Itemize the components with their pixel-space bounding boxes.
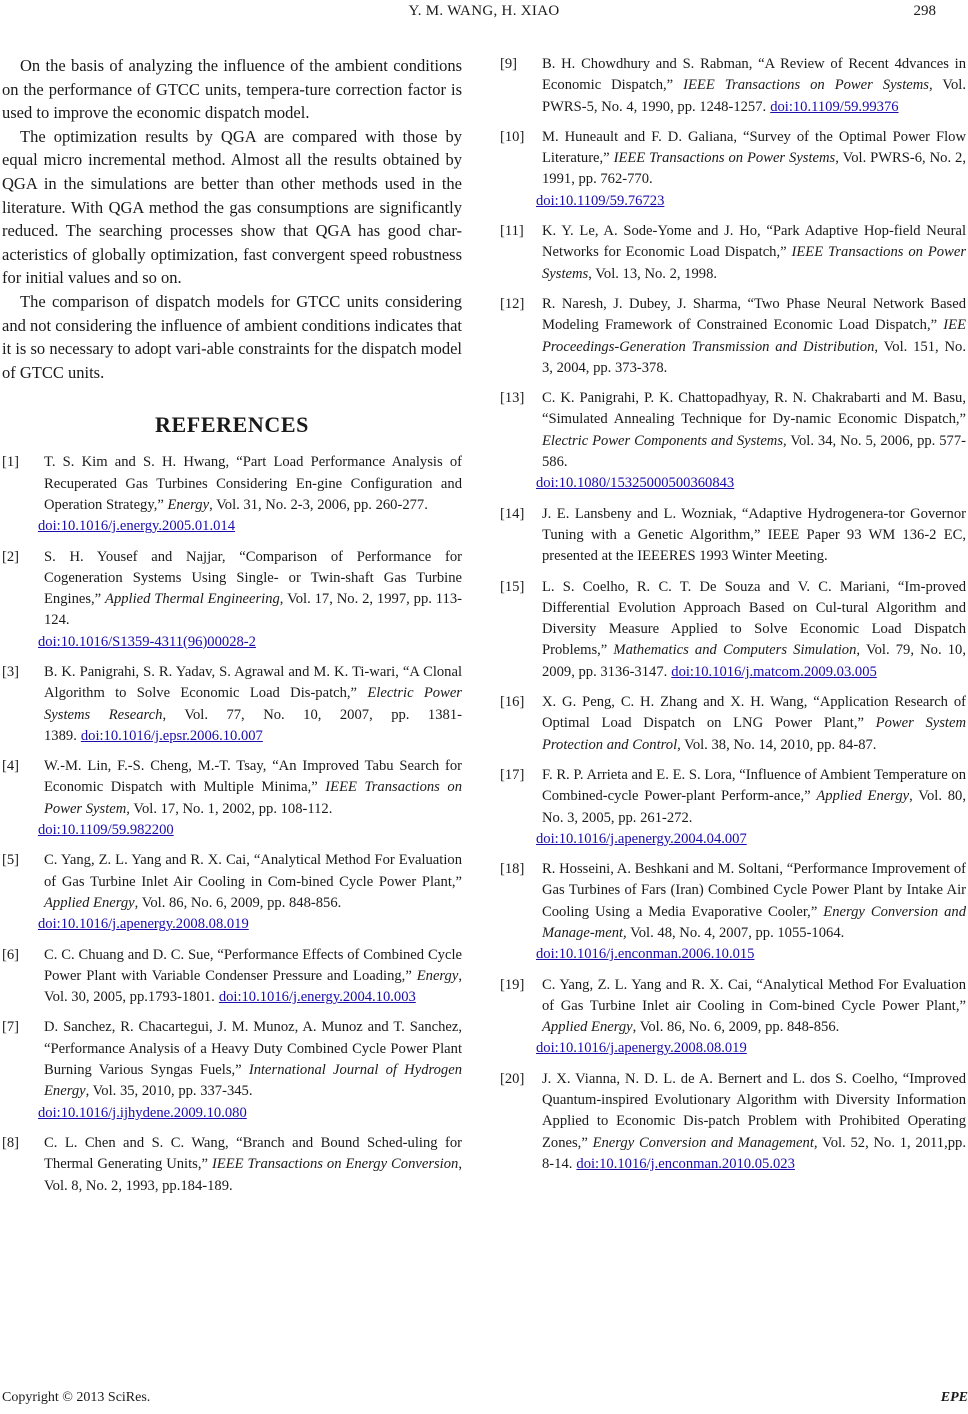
references-list-left — [2, 452, 462, 1197]
reference-number: [7] — [2, 1019, 20, 1036]
reference-number: [15] — [500, 578, 525, 595]
reference-citation: R. Hosseini, A. Beshkani and M. Soltani, “Performance Improvement of Gas Turbines of Fars (Iran) Combined Cycle Power Plant by Intake Air Cooling Using a Media Evaporative Cooler,” — [542, 861, 966, 920]
reference-text — [38, 1017, 463, 1123]
reference-item — [500, 1069, 966, 1175]
reference-text — [536, 765, 966, 850]
reference-source: Energy Conversion and Management, — [592, 1134, 818, 1151]
reference-source: Energy — [416, 967, 459, 984]
reference-citation: J. E. Lansbeny and L. Wozniak, “Adaptive Hydrogenera-tor Governor Tuning with a Genetic Algorithm,” IEEE Paper 93 WM 136-2 EC, presented at the IEEERES 1993 Winter Meeting. — [542, 505, 966, 565]
reference-citation: X. G. Peng, C. H. Zhang and X. H. Wang, “Application Research of Optimal Load Dispatch on LNG Power Plant,” — [542, 694, 966, 732]
reference-number: [9] — [500, 56, 518, 72]
reference-number: [10] — [500, 128, 525, 145]
reference-text — [536, 859, 967, 965]
reference-details: Vol. 79, No. 10, 2009, pp. 3136-3147. — [542, 642, 966, 680]
reference-item — [2, 547, 462, 653]
reference-number: [17] — [500, 766, 525, 783]
reference-number: [2] — [2, 548, 20, 565]
doi-link[interactable]: doi:10.1109/59.99376 — [770, 98, 899, 115]
reference-details: , Vol. 151, No. 3, 2004, pp. 373-378. — [542, 338, 966, 376]
reference-item — [2, 1133, 462, 1197]
reference-number: [19] — [500, 976, 525, 993]
reference-citation: S. H. Yousef and Najjar, “Comparison of Performance for Cogeneration Systems Using Single- or Twin-shaft Gas Turbine Engines,” — [44, 548, 462, 608]
running-head: Y. M. WANG, H. XIAO — [408, 3, 560, 19]
reference-source: Electric Power Components and Systems — [542, 432, 784, 449]
reference-source: Energy — [167, 496, 210, 513]
reference-text — [542, 1069, 966, 1175]
reference-details: , Vol. 34, No. 5, 2006, pp. 577-586. — [542, 432, 966, 471]
reference-number: [16] — [500, 694, 525, 711]
reference-text — [542, 54, 966, 118]
reference-source: IEEE Transactions on Energy Conversion — [211, 1156, 459, 1173]
reference-text — [38, 547, 462, 653]
reference-item — [2, 452, 462, 537]
reference-source: Mathematics and Computers Simulation, — [613, 642, 861, 659]
reference-source: Applied Energy — [44, 894, 135, 911]
reference-source: IEE Proceedings-Generation Transmission and Distribution — [542, 317, 966, 355]
reference-citation: R. Naresh, J. Dubey, J. Sharma, “Two Phase Neural Network Based Modeling Framework of Constrained Economic Load Dispatch,” — [542, 295, 966, 334]
reference-details: , Vol. 17, No. 2, 1997, pp. 113-124. — [44, 591, 462, 629]
reference-details: , Vol. PWRS-6, No. 2, 1991, pp. 762-770. — [542, 150, 966, 188]
reference-source: Electric Power Systems Research — [44, 685, 462, 723]
right-column — [500, 54, 966, 1184]
reference-text — [536, 975, 966, 1060]
reference-citation: T. S. Kim and S. H. Hwang, “Part Load Performance Analysis of Recuperated Gas Turbines Considering En-gine Configuration and Operation Strategy,” — [44, 454, 462, 513]
copyright-notice: Copyright © 2013 SciRes. — [2, 1390, 151, 1405]
references-heading: REFERENCES — [155, 412, 309, 438]
doi-link[interactable]: doi:10.1016/j.epsr.2006.10.007 — [80, 727, 263, 744]
reference-details: , Vol. 80, No. 3, 2005, pp. 261-272. — [542, 788, 966, 826]
reference-item — [500, 388, 966, 494]
reference-item — [500, 577, 966, 683]
reference-text — [44, 945, 462, 1009]
reference-item — [500, 294, 966, 379]
doi-link[interactable]: doi:10.1016/j.energy.2004.10.003 — [218, 989, 416, 1006]
reference-details: , Vol. 86, No. 6, 2009, pp. 848-856. — [134, 894, 342, 911]
page-footer — [0, 1390, 968, 1410]
reference-item — [500, 221, 966, 285]
reference-source: IEEE Transactions on Power Systems — [542, 244, 966, 282]
reference-number: [6] — [2, 946, 20, 963]
doi-link[interactable]: doi:10.1016/j.matcom.2009.03.005 — [671, 663, 877, 680]
reference-citation: F. R. P. Arrieta and E. E. S. Lora, “Influence of Ambient Temperature on Combined-cycle Power-plant Perform-ance,” — [542, 766, 966, 805]
doi-link[interactable]: doi:10.1016/j.enconman.2006.10.015 — [536, 946, 755, 963]
page-number: 298 — [913, 3, 936, 19]
journal-abbrev: EPE — [940, 1390, 968, 1405]
reference-citation: M. Huneault and F. D. Galiana, “Survey of the Optimal Power Flow Literature,” — [542, 128, 966, 167]
reference-number: [8] — [2, 1134, 20, 1151]
reference-item — [2, 1017, 462, 1123]
reference-number: [13] — [500, 390, 525, 407]
left-column — [2, 54, 462, 1206]
reference-details: Vol. PWRS-5, No. 4, 1990, pp. 1248-1257. — [542, 77, 967, 115]
conclusion-paragraph-3: The comparison of dispatch models for GTCC units considering and not considering the influence of ambient conditions indicates that it is so necessary to adopt vari-able constraints for the dispatch model of GTCC units. — [2, 291, 462, 382]
reference-source: Power System Protection and Control, — [542, 715, 966, 753]
reference-citation: C. C. Chuang and D. C. Sue, “Performance Effects of Combined Cycle Power Plant with Variable Condenser Pressure and Loading,” — [44, 946, 462, 984]
reference-item — [2, 756, 462, 841]
reference-citation: J. X. Vianna, N. D. L. de A. Bernert and L. dos S. Coelho, “Improved Quantum-inspired Evolutionary Algorithm with Diversity Information Applied to Economic Dis-patch Problem with Prohibited Operating Zones,” — [542, 1070, 966, 1151]
reference-item — [500, 975, 966, 1060]
reference-item — [2, 945, 462, 1009]
reference-source: Applied Energy — [816, 788, 910, 805]
reference-text — [38, 850, 462, 935]
reference-source: Applied Thermal Engineering — [105, 591, 280, 608]
reference-item — [500, 692, 966, 756]
reference-citation: K. Y. Le, A. Sode-Yome and J. Ho, “Park Adaptive Hop-field Neural Networks for Economic Load Dispatch,” — [542, 223, 966, 261]
conclusion-paragraph-1: On the basis of analyzing the influence of the ambient conditions on the performance of GTCC units, tempera-ture correction factor is used to improve the economic dispatch model. — [2, 56, 462, 123]
reference-text — [38, 452, 462, 537]
reference-number: [18] — [500, 861, 525, 878]
doi-link[interactable]: doi:10.1080/15325000500360843 — [536, 475, 735, 492]
reference-details: , Vol. 8, No. 2, 1993, pp.184-189. — [44, 1156, 462, 1194]
doi-link[interactable]: doi:10.1016/j.enconman.2010.05.023 — [576, 1155, 795, 1172]
reference-source: International Journal of Hydrogen Energy — [44, 1062, 463, 1100]
reference-number: [11] — [500, 223, 524, 240]
reference-citation: D. Sanchez, R. Chacartegui, J. M. Munoz, A. Munoz and T. Sanchez, “Performance Analysis of a Heavy Duty Combined Cycle Power Plant Burning Various Syngas Fuels,” — [44, 1019, 462, 1079]
doi-link[interactable]: doi:10.1016/j.apenergy.2008.08.019 — [38, 916, 249, 933]
reference-citation: L. S. Coelho, R. C. T. De Souza and V. C. Mariani, “Im-proved Differential Evolution Approach Based on Cul-tural Algorithm and Diversity Measure Applied to Solve Economic Load Dispatch Problems,” — [542, 578, 966, 659]
reference-text — [542, 504, 966, 568]
reference-text — [542, 692, 966, 756]
reference-text — [542, 577, 966, 683]
reference-source: Applied Energy — [542, 1019, 633, 1036]
page-header — [0, 0, 968, 22]
doi-link[interactable]: doi:10.1016/j.ijhydene.2009.10.080 — [38, 1104, 247, 1121]
reference-number: [12] — [500, 295, 525, 312]
reference-details: Vol. 38, No. 14, 2010, pp. 84-87. — [680, 736, 877, 753]
reference-citation: C. Yang, Z. L. Yang and R. X. Cai, “Analytical Method For Evaluation of Gas Turbine Inlet Air Cooling in Com-bined Cycle Power Plant,” — [44, 852, 462, 890]
reference-details: , Vol. 77, No. 10, 2007, pp. 1381-1389. — [44, 706, 462, 744]
reference-citation: W.-M. Lin, F.-S. Cheng, M.-T. Tsay, “An Improved Tabu Search for Economic Dispatch with Multiple Minima,” — [44, 758, 462, 796]
reference-text — [44, 662, 462, 747]
doi-link[interactable]: doi:10.1016/j.apenergy.2004.04.007 — [536, 830, 747, 847]
reference-citation: B. H. Chowdhury and S. Rabman, “A Review of Recent 4dvances in Economic Dispatch,” — [542, 56, 966, 94]
reference-details: Vol. 52, No. 1, 2011,pp. 8-14. — [542, 1134, 966, 1172]
references-list-right — [500, 54, 966, 1175]
reference-number: [5] — [2, 852, 20, 869]
reference-number: [4] — [2, 758, 20, 775]
reference-text — [536, 127, 966, 212]
reference-item — [500, 54, 966, 118]
reference-number: [1] — [2, 454, 20, 471]
reference-text — [542, 294, 966, 379]
reference-text — [536, 388, 966, 494]
reference-details: , Vol. 86, No. 6, 2009, pp. 848-856. — [632, 1019, 840, 1036]
reference-number: [14] — [500, 505, 525, 522]
reference-number: [3] — [2, 663, 20, 680]
doi-link[interactable]: doi:10.1016/S1359-4311(96)00028-2 — [38, 633, 256, 650]
reference-item — [500, 859, 966, 965]
reference-item — [2, 662, 462, 747]
reference-item — [2, 850, 462, 935]
reference-item — [500, 765, 966, 850]
reference-text — [38, 756, 462, 841]
reference-text — [542, 221, 966, 285]
conclusion-paragraph-2: The optimization results by QGA are compared with those by equal micro incremental method. Almost all the results obtained by QGA in the simulations are better than other methods used in the literature. With QGA method the gas consumptions are significantly reduced. The searching processes show that QGA has good char-acteristics of globally optimization, fast convergent speed robustness for initial values and so on. — [2, 126, 462, 288]
reference-details: , Vol. 30, 2005, pp.1793-1801. — [44, 967, 462, 1006]
reference-details: Vol. 48, No. 4, 2007, pp. 1055-1064. — [626, 924, 845, 941]
reference-details: , Vol. 13, No. 2, 1998. — [588, 265, 718, 282]
reference-source: IEEE Transactions on Power Systems — [613, 150, 836, 167]
doi-link[interactable]: doi:10.1109/59.982200 — [38, 822, 174, 839]
reference-text — [44, 1133, 462, 1197]
reference-source: IEEE Transactions on Power Systems, — [683, 77, 933, 94]
reference-citation: C. K. Panigrahi, P. K. Chattopadhyay, R. N. Chakrabarti and M. Basu, “Simulated Annealing Technique for Dy-namic Economic Dispatch,” — [542, 390, 966, 428]
doi-link[interactable]: doi:10.1016/j.energy.2005.01.014 — [38, 518, 236, 535]
reference-item — [500, 127, 966, 212]
reference-details: , Vol. 31, No. 2-3, 2006, pp. 260-277. — [209, 496, 428, 513]
reference-source: IEEE Transactions on Power System, — [44, 779, 462, 817]
reference-citation: B. K. Panigrahi, S. R. Yadav, S. Agrawal and M. K. Ti-wari, “A Clonal Algorithm to Solve Economic Load Dis-patch,” — [44, 663, 462, 702]
doi-link[interactable]: doi:10.1016/j.apenergy.2008.08.019 — [536, 1040, 747, 1057]
reference-citation: C. L. Chen and S. C. Wang, “Branch and Bound Sched-uling for Thermal Generating Units,” — [44, 1134, 462, 1173]
reference-item — [500, 504, 966, 568]
reference-details: Vol. 17, No. 1, 2002, pp. 108-112. — [129, 800, 333, 817]
reference-number: [20] — [500, 1070, 525, 1087]
reference-details: , Vol. 35, 2010, pp. 337-345. — [85, 1083, 253, 1100]
reference-citation: C. Yang, Z. L. Yang and R. X. Cai, “Analytical Method For Evaluation of Gas Turbine Inlet air Cooling in Com-bined Cycle Power Plant,” — [542, 976, 966, 1014]
doi-link[interactable]: doi:10.1109/59.76723 — [536, 192, 665, 209]
reference-source: Energy Conversion and Manage-ment, — [542, 903, 967, 941]
